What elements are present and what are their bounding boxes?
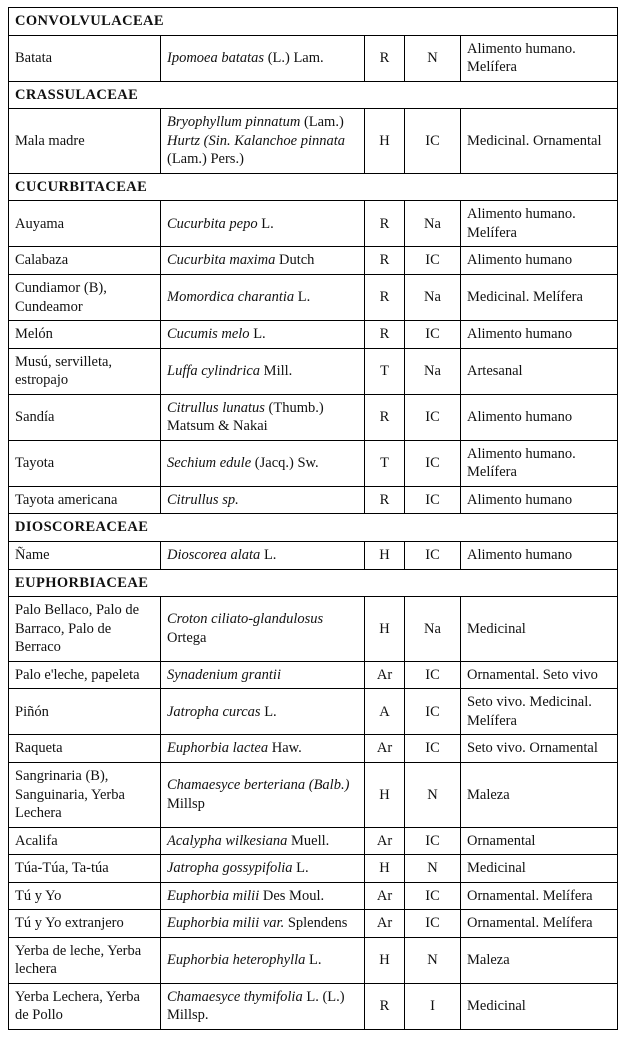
scientific-name-cell	[161, 983, 365, 1029]
scientific-name-cell	[161, 882, 365, 910]
family-name: EUPHORBIACEAE	[9, 569, 618, 597]
scientific-name-segment: Dioscorea alata	[167, 547, 261, 564]
scientific-name-segment: L. (L.) Millsp.	[167, 988, 345, 1024]
origin-code-cell: IC	[405, 440, 461, 486]
scientific-name-segment: L.	[260, 703, 277, 720]
uses-cell: Maleza	[461, 762, 618, 827]
scientific-name-segment: Jatropha curcas	[167, 703, 261, 720]
habit-code-cell: Ar	[365, 882, 405, 910]
origin-code-cell: IC	[405, 486, 461, 514]
table-row	[9, 689, 618, 735]
origin-code-cell: Na	[405, 597, 461, 662]
common-name-cell: Melón	[9, 321, 161, 349]
scientific-name-cell	[161, 762, 365, 827]
table-row	[9, 983, 618, 1029]
scientific-name-segment: Acalypha wilkesiana	[167, 832, 288, 849]
uses-cell: Medicinal	[461, 983, 618, 1029]
table-row	[9, 661, 618, 689]
scientific-name-segment: L.	[292, 860, 309, 877]
table-row	[9, 394, 618, 440]
scientific-name-segment: Bryophyllum pinnatum	[167, 114, 301, 131]
uses-cell: Seto vivo. Medicinal. Melífera	[461, 689, 618, 735]
scientific-name-segment: Euphorbia milii var.	[167, 915, 285, 932]
scientific-name-segment: (Lam.)	[300, 114, 344, 131]
scientific-name-segment: Cucurbita pepo	[167, 215, 258, 232]
scientific-name-cell	[161, 937, 365, 983]
common-name-cell: Tayota	[9, 440, 161, 486]
origin-code-cell: IC	[405, 542, 461, 570]
habit-code-cell: H	[365, 597, 405, 662]
common-name-cell: Yerba Lechera, Yerba de Pollo	[9, 983, 161, 1029]
scientific-name-cell	[161, 247, 365, 275]
uses-cell: Alimento humano. Melífera	[461, 35, 618, 81]
origin-code-cell: IC	[405, 689, 461, 735]
scientific-name-segment: Dutch	[275, 252, 315, 269]
common-name-cell: Yerba de leche, Yerba lechera	[9, 937, 161, 983]
origin-code-cell: I	[405, 983, 461, 1029]
scientific-name-cell	[161, 486, 365, 514]
scientific-name-cell	[161, 348, 365, 394]
scientific-name-segment: Euphorbia milii	[167, 887, 260, 904]
uses-cell: Seto vivo. Ornamental	[461, 735, 618, 763]
habit-code-cell: A	[365, 689, 405, 735]
habit-code-cell: R	[365, 486, 405, 514]
origin-code-cell: IC	[405, 247, 461, 275]
scientific-name-cell	[161, 321, 365, 349]
origin-code-cell: N	[405, 937, 461, 983]
family-name: CUCURBITACEAE	[9, 173, 618, 201]
origin-code-cell: Na	[405, 275, 461, 321]
habit-code-cell: Ar	[365, 827, 405, 855]
origin-code-cell: Na	[405, 201, 461, 247]
table-row	[9, 440, 618, 486]
origin-code-cell: IC	[405, 910, 461, 938]
common-name-cell: Sandía	[9, 394, 161, 440]
common-name-cell: Cundiamor (B), Cundeamor	[9, 275, 161, 321]
scientific-name-segment: (Jacq.) Sw.	[251, 455, 319, 472]
table-row	[9, 275, 618, 321]
family-header-row	[9, 569, 618, 597]
table-row	[9, 109, 618, 174]
common-name-cell: Tú y Yo extranjero	[9, 910, 161, 938]
scientific-name-segment: (L.) Lam.	[264, 49, 324, 66]
scientific-name-segment: Chamaesyce berteriana (Balb.)	[167, 777, 350, 794]
common-name-cell: Palo e'leche, papeleta	[9, 661, 161, 689]
table-row	[9, 762, 618, 827]
habit-code-cell: R	[365, 983, 405, 1029]
family-header-row	[9, 81, 618, 109]
scientific-name-segment: L.	[260, 547, 277, 564]
scientific-name-cell	[161, 394, 365, 440]
table-row	[9, 937, 618, 983]
origin-code-cell: IC	[405, 321, 461, 349]
table-row	[9, 597, 618, 662]
common-name-cell: Ñame	[9, 542, 161, 570]
habit-code-cell: Ar	[365, 735, 405, 763]
origin-code-cell: N	[405, 35, 461, 81]
uses-cell: Medicinal	[461, 855, 618, 883]
common-name-cell: Mala madre	[9, 109, 161, 174]
uses-cell: Maleza	[461, 937, 618, 983]
common-name-cell: Auyama	[9, 201, 161, 247]
scientific-name-segment: Euphorbia lactea	[167, 740, 269, 757]
scientific-name-cell	[161, 201, 365, 247]
plant-table-body	[9, 8, 618, 1030]
scientific-name-cell	[161, 440, 365, 486]
table-row	[9, 486, 618, 514]
scientific-name-cell	[161, 35, 365, 81]
table-row	[9, 35, 618, 81]
scientific-name-cell	[161, 855, 365, 883]
table-row	[9, 321, 618, 349]
habit-code-cell: R	[365, 394, 405, 440]
scientific-name-segment: L.	[294, 289, 311, 306]
origin-code-cell: IC	[405, 735, 461, 763]
scientific-name-segment: Ipomoea batatas	[167, 49, 265, 66]
origin-code-cell: IC	[405, 109, 461, 174]
common-name-cell: Calabaza	[9, 247, 161, 275]
scientific-name-segment: L.	[249, 326, 266, 343]
uses-cell: Ornamental	[461, 827, 618, 855]
habit-code-cell: H	[365, 937, 405, 983]
scientific-name-segment: Cucumis melo	[167, 326, 250, 343]
uses-cell: Alimento humano	[461, 486, 618, 514]
scientific-name-segment: Hurtz (Sin. Kalanchoe pinnata	[167, 132, 346, 149]
scientific-name-segment: L.	[257, 215, 274, 232]
scientific-name-segment: Chamaesyce thymifolia	[167, 988, 303, 1005]
scientific-name-segment: Jatropha gossypifolia	[167, 860, 293, 877]
uses-cell: Artesanal	[461, 348, 618, 394]
origin-code-cell: IC	[405, 827, 461, 855]
scientific-name-cell	[161, 735, 365, 763]
origin-code-cell: N	[405, 855, 461, 883]
common-name-cell: Batata	[9, 35, 161, 81]
family-name: CONVOLVULACEAE	[9, 8, 618, 36]
scientific-name-segment: Croton ciliato-glandulosus	[167, 611, 324, 628]
habit-code-cell: H	[365, 542, 405, 570]
common-name-cell: Tayota americana	[9, 486, 161, 514]
scientific-name-segment: Haw.	[268, 740, 302, 757]
uses-cell: Ornamental. Melífera	[461, 882, 618, 910]
scientific-name-segment: Cucurbita maxima	[167, 252, 276, 269]
scientific-name-segment: Momordica charantia	[167, 289, 295, 306]
habit-code-cell: R	[365, 321, 405, 349]
scientific-name-segment: (Thumb.) Matsum & Nakai	[167, 399, 324, 435]
table-row	[9, 882, 618, 910]
plant-table	[8, 7, 618, 1030]
scientific-name-segment: Citrullus sp.	[167, 491, 239, 508]
scientific-name-segment: Luffa cylindrica	[167, 362, 261, 379]
scientific-name-cell	[161, 827, 365, 855]
uses-cell: Alimento humano. Melífera	[461, 201, 618, 247]
scientific-name-segment: Des Moul.	[259, 887, 325, 904]
uses-cell: Alimento humano	[461, 247, 618, 275]
family-name: DIOSCOREACEAE	[9, 514, 618, 542]
habit-code-cell: T	[365, 348, 405, 394]
scientific-name-segment: Synadenium grantii	[167, 666, 281, 683]
scientific-name-cell	[161, 597, 365, 662]
family-header-row	[9, 514, 618, 542]
uses-cell: Alimento humano	[461, 394, 618, 440]
habit-code-cell: R	[365, 275, 405, 321]
common-name-cell: Sangrinaria (B), Sanguinaria, Yerba Lechera	[9, 762, 161, 827]
origin-code-cell: IC	[405, 394, 461, 440]
scientific-name-segment: L.	[305, 952, 322, 969]
common-name-cell: Palo Bellaco, Palo de Barraco, Palo de Berraco	[9, 597, 161, 662]
family-name: CRASSULACEAE	[9, 81, 618, 109]
common-name-cell: Musú, servilleta, estropajo	[9, 348, 161, 394]
table-row	[9, 201, 618, 247]
habit-code-cell: H	[365, 109, 405, 174]
scientific-name-cell	[161, 689, 365, 735]
table-row	[9, 542, 618, 570]
uses-cell: Medicinal. Melífera	[461, 275, 618, 321]
scientific-name-cell	[161, 910, 365, 938]
table-row	[9, 735, 618, 763]
habit-code-cell: H	[365, 762, 405, 827]
scientific-name-cell	[161, 275, 365, 321]
habit-code-cell: R	[365, 201, 405, 247]
uses-cell: Alimento humano	[461, 542, 618, 570]
origin-code-cell: Na	[405, 348, 461, 394]
scientific-name-segment: Splendens	[284, 915, 348, 932]
habit-code-cell: H	[365, 855, 405, 883]
uses-cell: Alimento humano. Melífera	[461, 440, 618, 486]
table-row	[9, 910, 618, 938]
common-name-cell: Raqueta	[9, 735, 161, 763]
scientific-name-segment: Sechium edule	[167, 455, 252, 472]
uses-cell: Ornamental. Seto vivo	[461, 661, 618, 689]
table-row	[9, 247, 618, 275]
uses-cell: Alimento humano	[461, 321, 618, 349]
family-header-row	[9, 173, 618, 201]
habit-code-cell: R	[365, 35, 405, 81]
table-row	[9, 827, 618, 855]
habit-code-cell: Ar	[365, 910, 405, 938]
uses-cell: Medicinal	[461, 597, 618, 662]
origin-code-cell: IC	[405, 882, 461, 910]
scientific-name-segment: Euphorbia heterophylla	[167, 952, 306, 969]
scientific-name-segment: Muell.	[287, 832, 330, 849]
table-row	[9, 855, 618, 883]
scientific-name-segment: Millsp	[167, 795, 205, 812]
scientific-name-cell	[161, 109, 365, 174]
common-name-cell: Acalifa	[9, 827, 161, 855]
habit-code-cell: R	[365, 247, 405, 275]
habit-code-cell: Ar	[365, 661, 405, 689]
uses-cell: Medicinal. Ornamental	[461, 109, 618, 174]
origin-code-cell: IC	[405, 661, 461, 689]
uses-cell: Ornamental. Melífera	[461, 910, 618, 938]
scientific-name-segment: Citrullus lunatus	[167, 399, 265, 416]
habit-code-cell: T	[365, 440, 405, 486]
scientific-name-cell	[161, 661, 365, 689]
scientific-name-segment: Ortega	[167, 629, 207, 646]
common-name-cell: Piñón	[9, 689, 161, 735]
scientific-name-segment: Mill.	[260, 362, 293, 379]
common-name-cell: Tú y Yo	[9, 882, 161, 910]
scientific-name-segment: (Lam.) Pers.)	[167, 151, 244, 168]
common-name-cell: Túa-Túa, Ta-túa	[9, 855, 161, 883]
origin-code-cell: N	[405, 762, 461, 827]
family-header-row	[9, 8, 618, 36]
scientific-name-cell	[161, 542, 365, 570]
table-row	[9, 348, 618, 394]
